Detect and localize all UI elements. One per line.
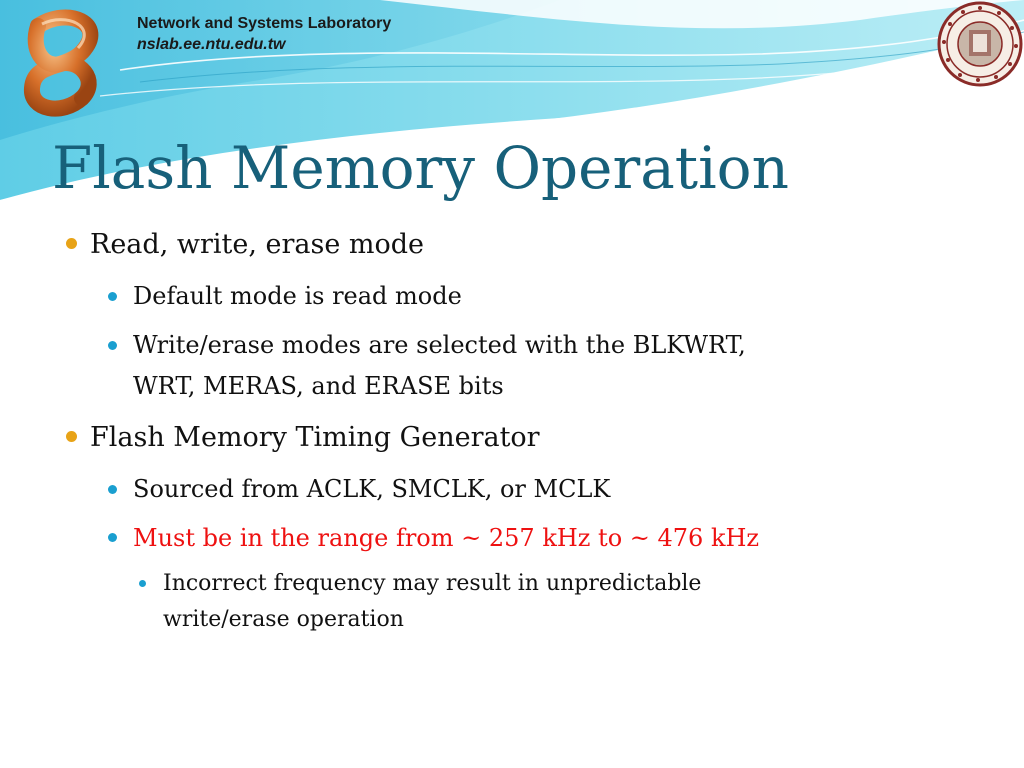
bullet-timing-generator: Flash Memory Timing Generator [90, 422, 540, 453]
bullet-dot-l1 [66, 238, 77, 249]
bullet-write-erase-modes-line2: WRT, MERAS, and ERASE bits [133, 372, 504, 400]
bullet-write-erase-modes-line1: Write/erase modes are selected with the BLKWRT, [133, 331, 746, 359]
bullet-dot-l1 [66, 431, 77, 442]
bullet-read-write-erase: Read, write, erase mode [90, 229, 425, 260]
bullet-incorrect-frequency-line2: write/erase operation [163, 607, 404, 632]
bullet-default-mode: Default mode is read mode [133, 282, 462, 310]
bullet-dot-l3 [139, 580, 146, 587]
lab-url: nslab.ee.ntu.edu.tw [137, 36, 286, 53]
bullet-dot-l2 [108, 533, 117, 542]
lab-name: Network and Systems Laboratory [137, 15, 392, 32]
bullet-sourced-from: Sourced from ACLK, SMCLK, or MCLK [133, 475, 611, 503]
bullet-dot-l2 [108, 341, 117, 350]
slide-title: Flash Memory Operation [52, 134, 789, 202]
bullet-dot-l2 [108, 292, 117, 301]
bullet-incorrect-frequency-line1: Incorrect frequency may result in unpredictable [163, 571, 702, 596]
bullet-dot-l2 [108, 485, 117, 494]
bullet-frequency-range: Must be in the range from ~ 257 kHz to ~ 476 kHz [133, 524, 760, 552]
